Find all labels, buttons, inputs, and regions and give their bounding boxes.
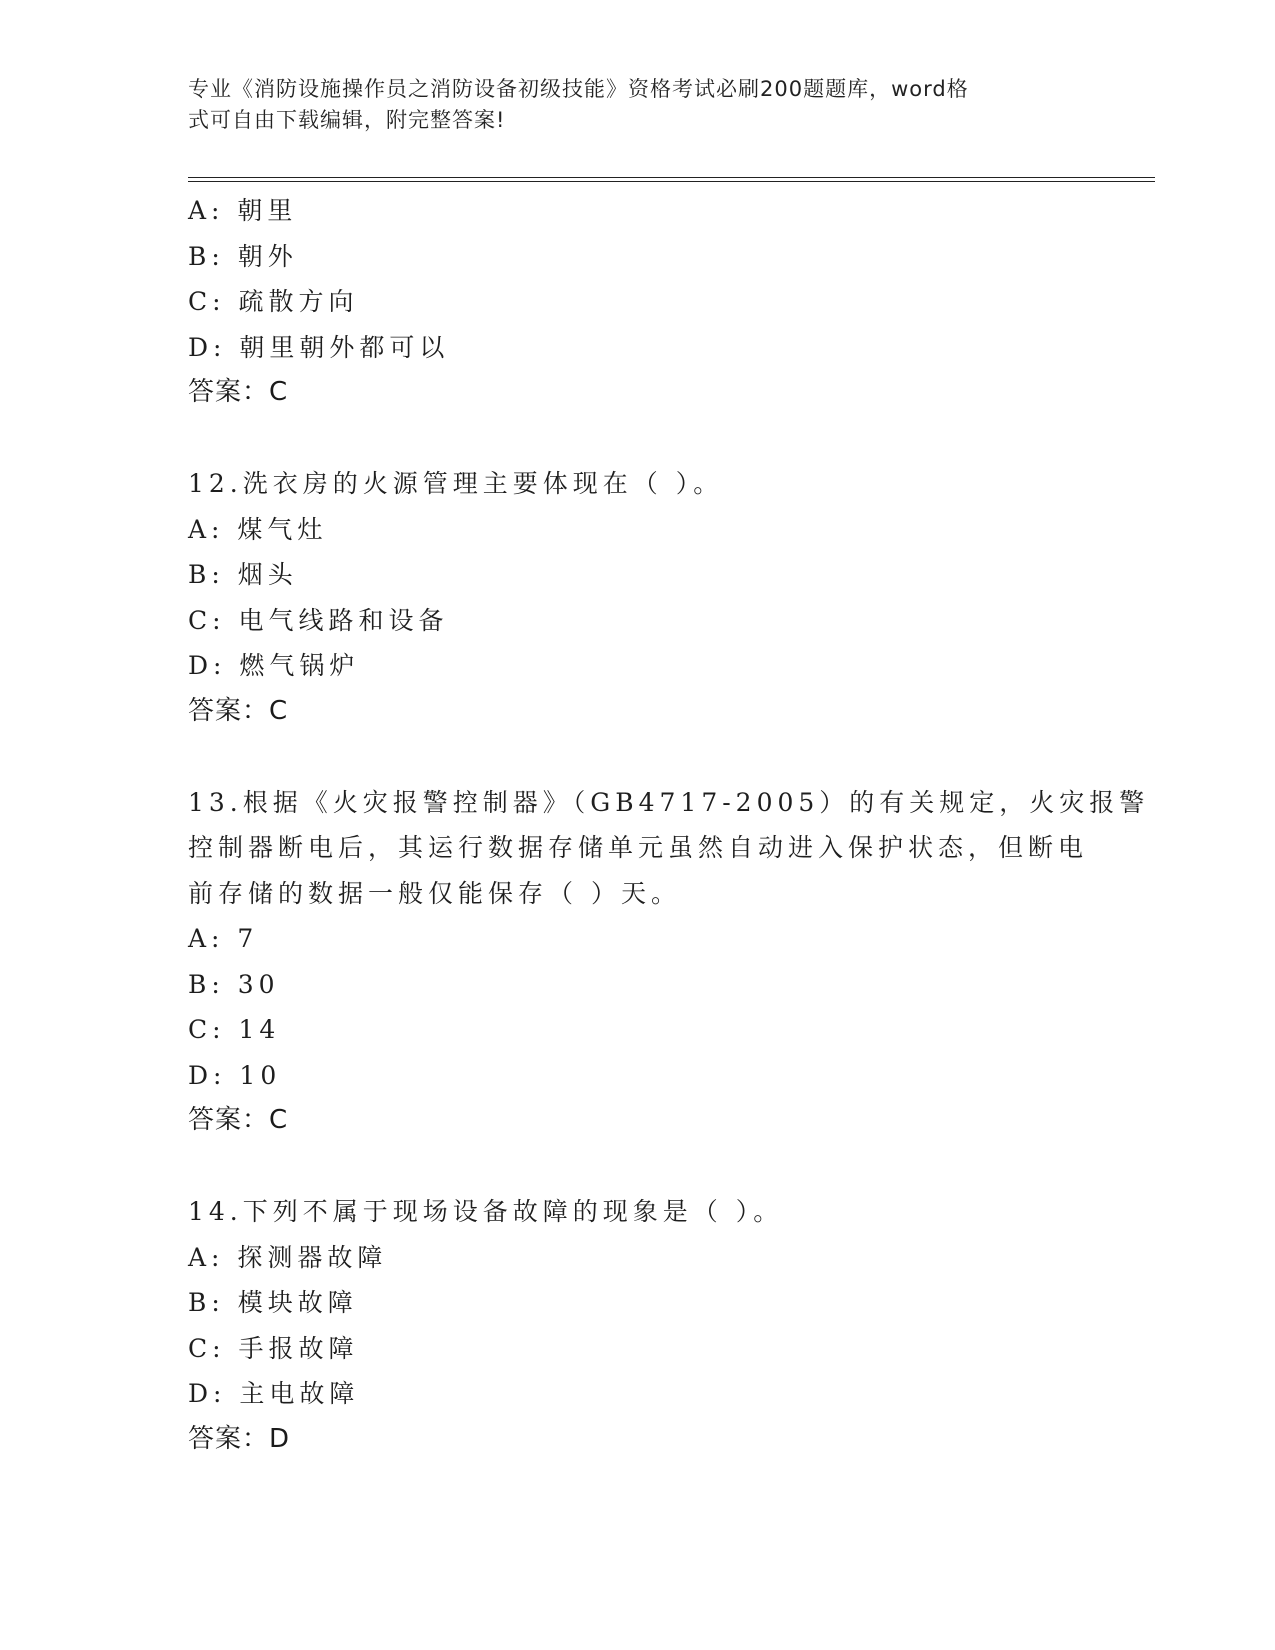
question-stem: 14.下列不属于现场设备故障的现象是（ ）。 xyxy=(188,1197,784,1226)
option-c: C: 电气线路和设备 xyxy=(188,605,449,635)
option-d: D: 10 xyxy=(188,1060,282,1090)
option-a: A: 煤气灶 xyxy=(188,514,328,544)
header-divider-top xyxy=(188,177,1155,178)
spacer xyxy=(188,1144,1088,1190)
question-12 xyxy=(188,461,1088,734)
header-divider-bottom xyxy=(188,181,1155,182)
question-13 xyxy=(188,780,1150,1144)
spacer xyxy=(188,416,1088,462)
option-a: A: 朝里 xyxy=(188,196,298,225)
header-line-2: 式可自由下载编辑，附完整答案! xyxy=(188,108,506,132)
option-b: B: 30 xyxy=(188,969,280,999)
question-stem-line-1: 13.根据《火灾报警控制器》（GB4717-2005）的有关规定，火灾报警 xyxy=(188,787,1150,817)
document-header xyxy=(188,74,1068,136)
header-line-1: 专业《消防设施操作员之消防设备初级技能》资格考试必刷200题题库，word格 xyxy=(188,77,969,101)
question-list xyxy=(188,188,1150,1462)
option-c: C: 疏散方向 xyxy=(188,287,359,316)
question-stem-line-3: 前存储的数据一般仅能保存（ ）天。 xyxy=(188,878,681,908)
question-11 xyxy=(188,188,1088,416)
question-stem: 12.洗衣房的火源管理主要体现在（ ）。 xyxy=(188,469,724,498)
option-c: C: 14 xyxy=(188,1015,281,1044)
option-a: A: 探测器故障 xyxy=(188,1242,388,1272)
option-d: D: 燃气锅炉 xyxy=(188,651,360,680)
option-d: D: 主电故障 xyxy=(188,1379,360,1408)
answer-line: 答案：C xyxy=(188,1105,289,1135)
option-b: B: 烟头 xyxy=(188,560,298,589)
answer-line: 答案：C xyxy=(188,695,289,726)
spacer xyxy=(188,734,1088,780)
question-stem-line-2: 控制器断电后，其运行数据存储单元虽然自动进入保护状态，但断电 xyxy=(188,833,1089,862)
answer-line: 答案：C xyxy=(188,377,289,407)
option-b: B: 朝外 xyxy=(188,241,298,271)
question-14 xyxy=(188,1189,1088,1462)
option-d: D: 朝里朝外都可以 xyxy=(188,332,450,362)
option-c: C: 手报故障 xyxy=(188,1333,359,1363)
option-a: A: 7 xyxy=(188,924,259,953)
option-b: B: 模块故障 xyxy=(188,1288,358,1317)
answer-line: 答案：D xyxy=(188,1423,291,1454)
